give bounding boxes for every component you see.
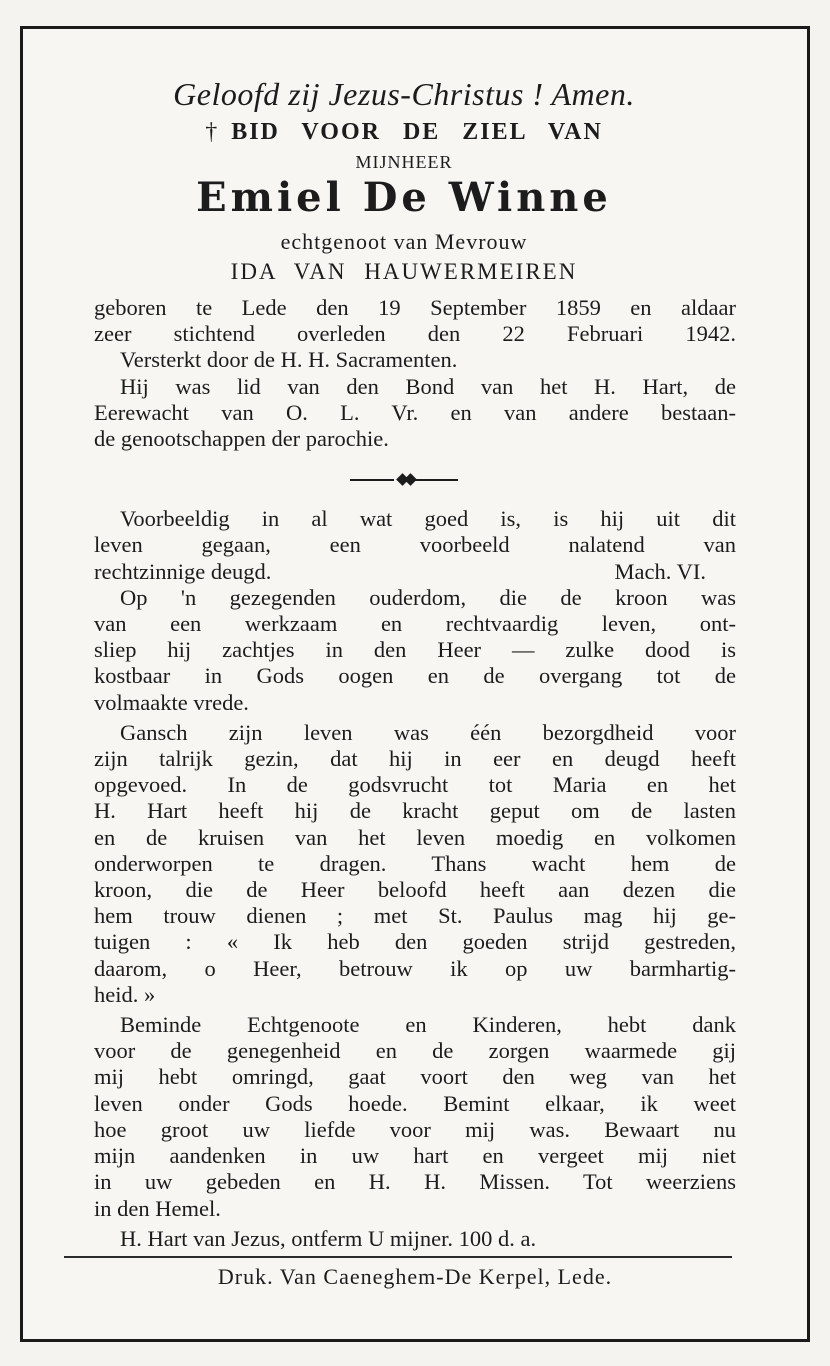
text-line: in uw gebeden en H. H. Missen. Tot weerziens [94, 1169, 736, 1195]
text-line: Voorbeeldig in al wat goed is, is hij uit dit [120, 506, 736, 532]
ornamental-divider [350, 474, 458, 486]
text-line: mij hebt omringd, gaat voort den weg van het [94, 1064, 736, 1090]
text-line: in den Hemel. [94, 1195, 221, 1221]
text-line: H. Hart heeft hij de kracht geput om de lasten [94, 798, 736, 824]
quote-source: Mach. VI. [614, 558, 706, 584]
closing-line [94, 1226, 736, 1252]
text-line: zijn talrijk gezin, dat hij in eer en deugd heeft [94, 746, 736, 772]
cross-icon: † [205, 119, 220, 145]
pray-text: BID VOOR DE ZIEL VAN [231, 119, 603, 145]
birth-death-paragraph [94, 295, 736, 374]
text-line: voor de genegenheid en de zorgen waarmede gij [94, 1038, 736, 1064]
text-line: kostbaar in Gods oogen en de overgang tot de [94, 663, 736, 689]
text-line: rechtzinnige deugd. [94, 558, 272, 584]
paragraph-3 [94, 720, 736, 1008]
spouse-name: IDA VAN HAUWERMEIREN [230, 259, 578, 284]
text-line: leven gegaan, een voorbeeld nalatend van [94, 532, 736, 558]
text-line: Beminde Echtgenoote en Kinderen, hebt dank [120, 1012, 736, 1038]
printer-divider [64, 1256, 732, 1258]
text-line: Versterkt door de H. H. Sacramenten. [120, 347, 458, 373]
text-line: geboren te Lede den 19 September 1859 en aldaar [94, 295, 736, 320]
text-line: tuigen : « Ik heb den goeden strijd gestreden, [94, 929, 736, 955]
text-line: mijn aandenken in uw hart en vergeet mij niet [94, 1143, 736, 1169]
text-line: volmaakte vrede. [94, 689, 249, 715]
text-line: van een werkzaam en rechtvaardig leven, ont- [94, 611, 736, 637]
text-line: kroon, die de Heer beloofd heeft aan dezen die [94, 877, 736, 903]
text-line: opgevoed. In de godsvrucht tot Maria en het [94, 772, 736, 798]
deceased-name: Emiel De Winne [196, 174, 612, 221]
paragraph-2 [94, 585, 736, 716]
membership-paragraph [94, 374, 736, 453]
paragraph-4 [94, 1012, 736, 1222]
card-content [72, 48, 736, 1252]
printer-imprint: Druk. Van Caeneghem-De Kerpel, Lede. [217, 1264, 613, 1289]
quote-paragraph [94, 506, 736, 585]
indulgence: 100 d. a. [458, 1225, 537, 1251]
text-line: sliep hij zachtjes in den Heer — zulke dood is [94, 637, 736, 663]
motto: Geloofd zij Jezus-Christus ! Amen. [173, 76, 635, 112]
honorific: MIJNHEER [355, 152, 453, 172]
text-line: Op 'n gezegenden ouderdom, die de kroon was [120, 584, 736, 610]
text-line: Hij was lid van den Bond van het H. Hart, de [120, 373, 736, 399]
text-line: onderworpen te dragen. Thans wacht hem de [94, 850, 736, 876]
spouse-intro: echtgenoot van Mevrouw [280, 229, 528, 254]
text-line: leven onder Gods hoede. Bemint elkaar, ik weet [94, 1090, 736, 1116]
text-line: heid. » [94, 981, 156, 1007]
text-line: daarom, o Heer, betrouw ik op uw barmhartig- [94, 955, 736, 981]
text-line: hoe groot uw liefde voor mij was. Bewaart nu [94, 1116, 736, 1142]
text-line: Eerewacht van O. L. Vr. en van andere bestaan- [94, 399, 736, 425]
closing-prayer-row [94, 1226, 736, 1252]
text-line: Gansch zijn leven was één bezorgdheid voor [120, 719, 736, 745]
text-line: zeer stichtend overleden den 22 Februari 1942. [94, 321, 736, 347]
quote-last-line [94, 559, 736, 585]
text-line: hem trouw dienen ; met St. Paulus mag hij ge- [94, 903, 736, 929]
text-line: de genootschappen der parochie. [94, 426, 389, 452]
text-line: en de kruisen van het leven moedig en volkomen [94, 824, 736, 850]
closing-prayer: H. Hart van Jezus, ontferm U mijner. [120, 1225, 454, 1251]
pray-line [72, 119, 736, 146]
